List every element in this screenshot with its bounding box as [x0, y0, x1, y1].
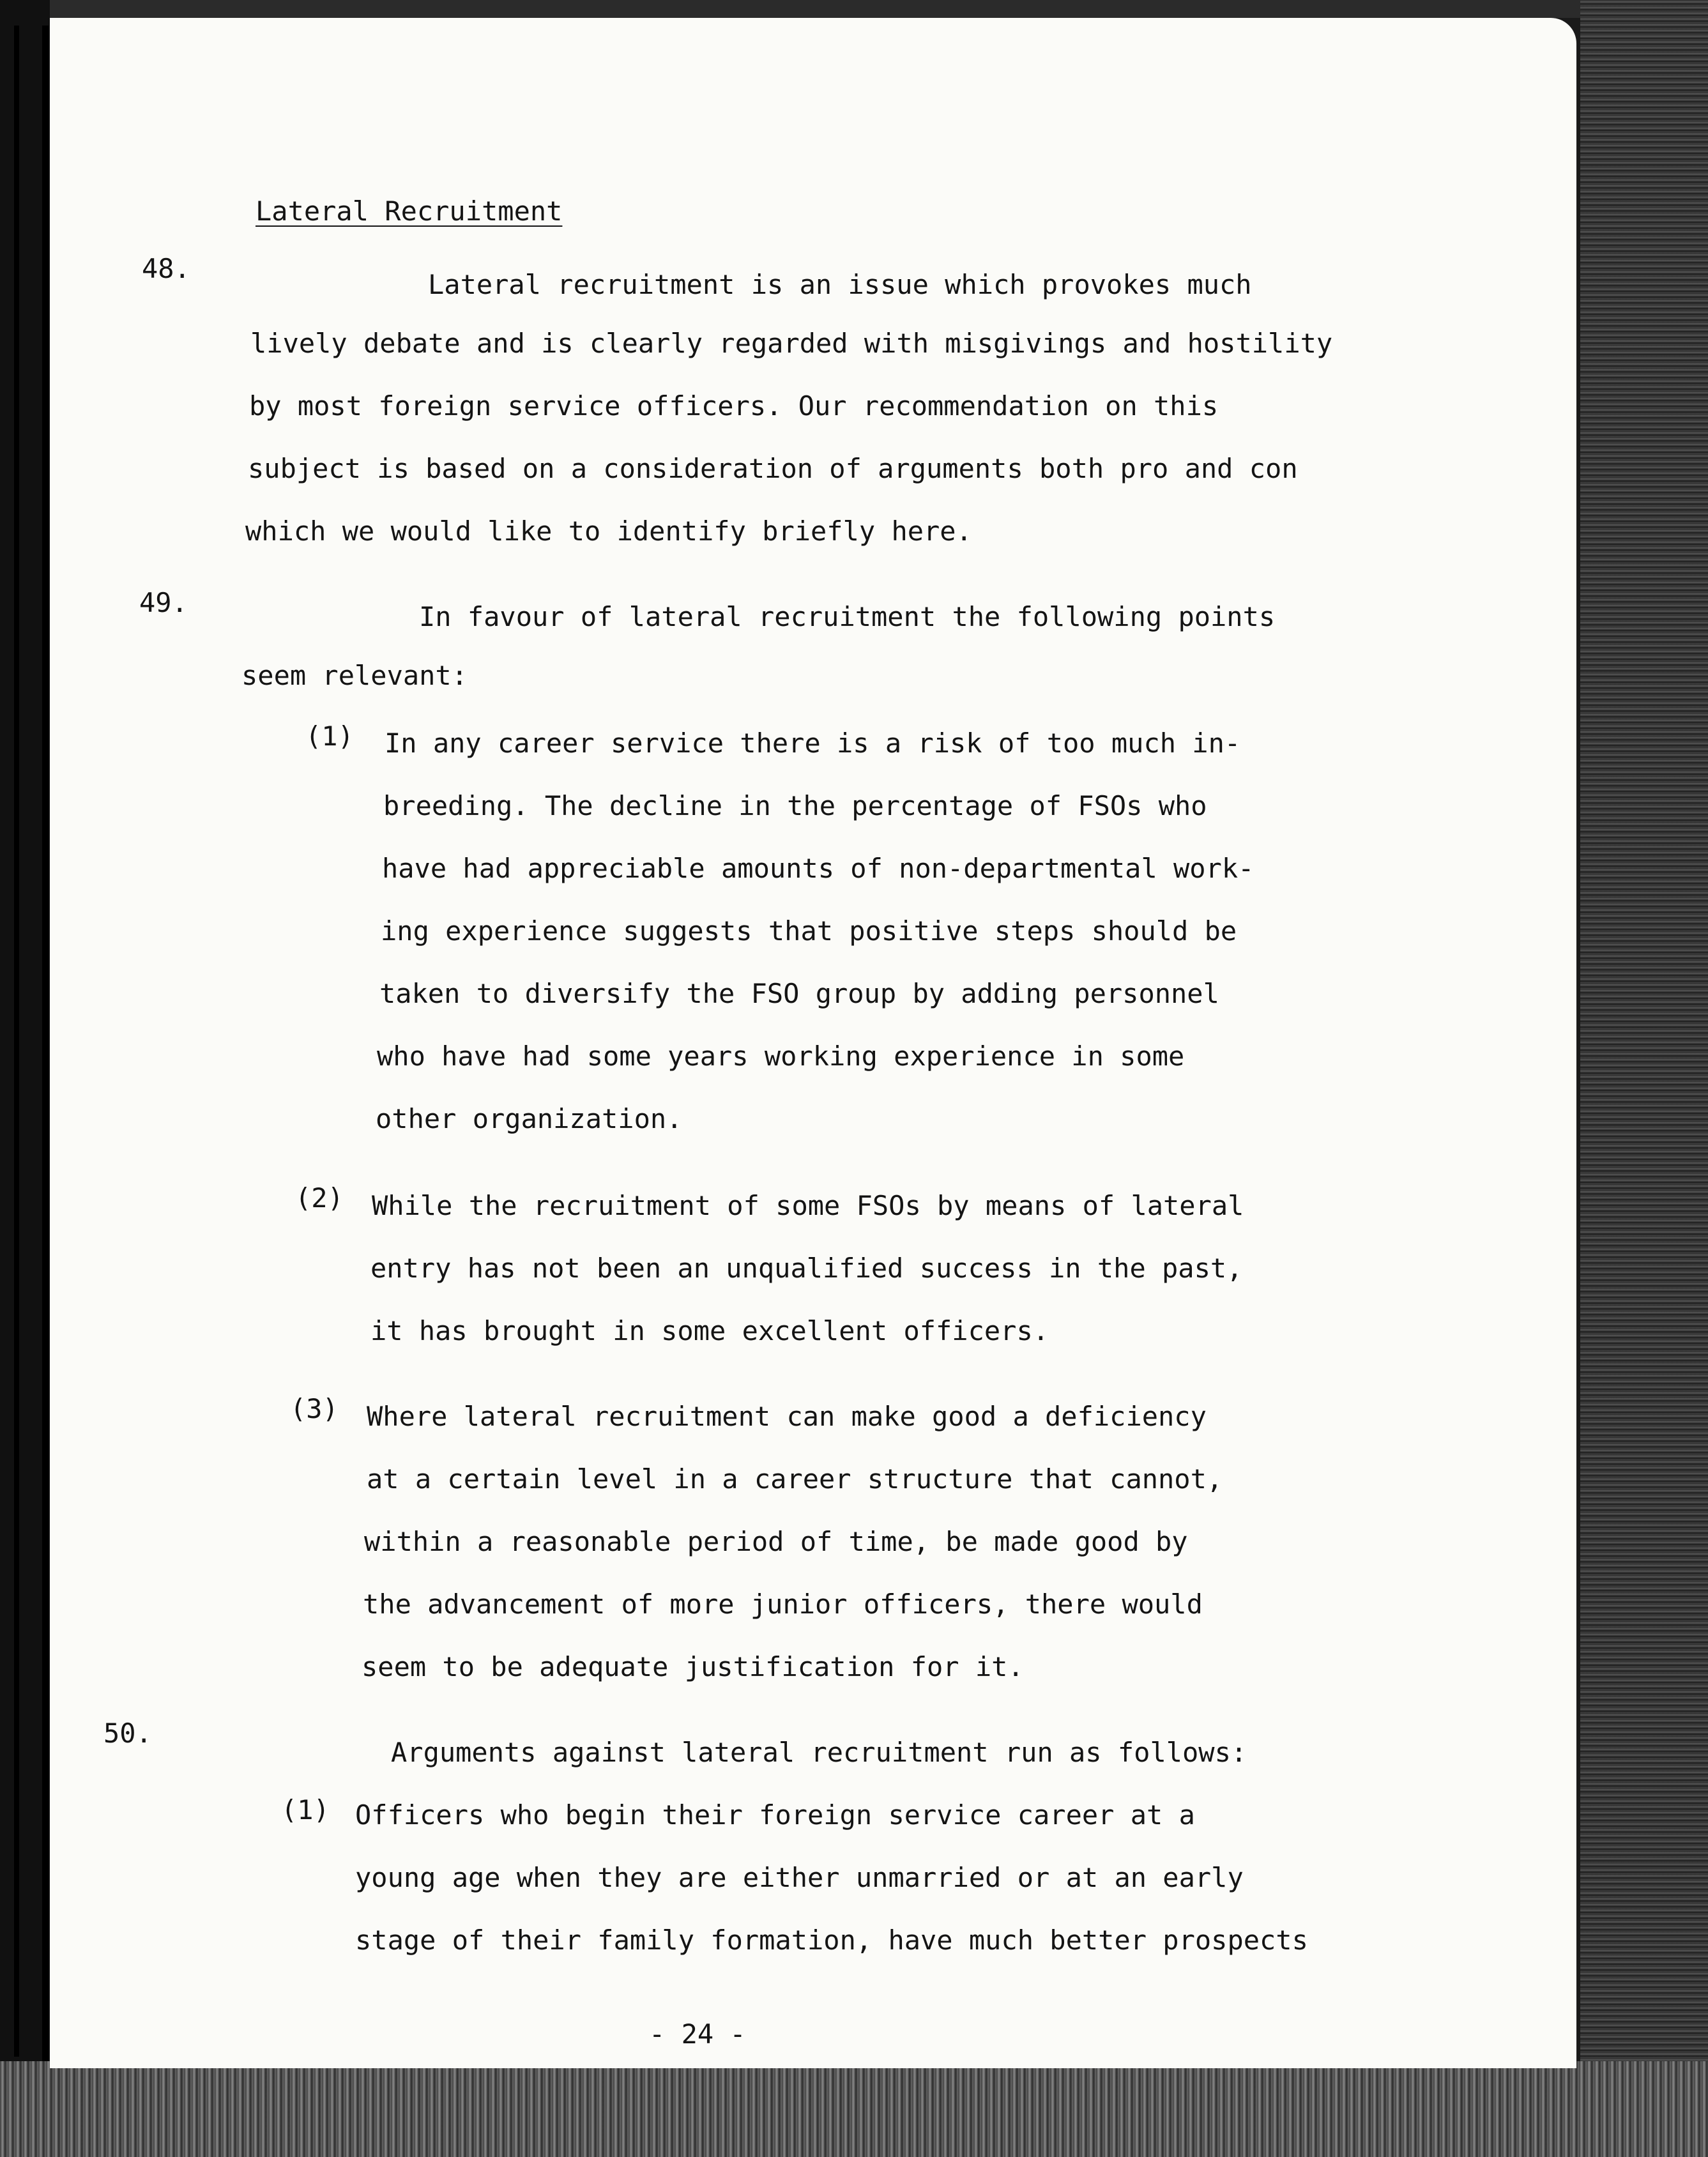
para49-line-2: seem relevant: — [241, 660, 468, 691]
item2-line-1: While the recruitment of some FSOs by means of lateral — [372, 1190, 1244, 1221]
item1-line-5: taken to diversify the FSO group by adding personnel — [379, 978, 1219, 1009]
item1-line-7: other organization. — [376, 1103, 683, 1134]
para48-line-4: subject is based on a consideration of arguments both pro and con — [248, 453, 1298, 484]
para48-line-5: which we would like to identify briefly here. — [245, 515, 972, 547]
item3-line-5: seem to be adequate justification for it. — [362, 1651, 1024, 1682]
item3-line-2: at a certain level in a career structure that cannot, — [367, 1463, 1223, 1495]
binding-line-inner — [42, 26, 49, 2069]
scan-right-edge — [1580, 0, 1708, 2157]
para48-line-3: by most foreign service officers. Our recommendation on this — [249, 390, 1219, 422]
paragraph-number-50: 50. — [103, 1718, 152, 1749]
item3-line-1: Where lateral recruitment can make good a deficiency — [367, 1401, 1207, 1432]
item3-line-3: within a reasonable period of time, be made good by — [364, 1526, 1188, 1557]
binding-line — [14, 26, 19, 2057]
item1-line-6: who have had some years working experience in some — [377, 1040, 1185, 1072]
item1-line-2: breeding. The decline in the percentage of FSOs who — [383, 790, 1207, 821]
para49-line-1: In favour of lateral recruitment the following points — [419, 601, 1276, 632]
item1-line-4: ing experience suggests that positive steps should be — [381, 915, 1237, 947]
paragraph-number-48: 48. — [142, 253, 190, 284]
item50-1-line-2: young age when they are either unmarried or at an early — [355, 1862, 1244, 1893]
item2-line-2: entry has not been an unqualified success in the past, — [370, 1253, 1243, 1284]
item50-1-line-1: Officers who begin their foreign service career at a — [355, 1799, 1195, 1831]
scan-bottom-edge — [0, 2061, 1708, 2157]
item50-1-line-3: stage of their family formation, have much better prospects — [355, 1925, 1308, 1956]
para48-line-2: lively debate and is clearly regarded with misgivings and hostility — [250, 328, 1333, 359]
list-marker: (1) — [281, 1794, 330, 1825]
item1-line-1: In any career service there is a risk of too much in- — [385, 728, 1241, 759]
para48-line-1: Lateral recruitment is an issue which provokes much — [428, 269, 1252, 300]
para50-line-1: Arguments against lateral recruitment run as follows: — [391, 1737, 1247, 1768]
item1-line-3: have had appreciable amounts of non-departmental work- — [382, 853, 1254, 884]
page-number: - 24 - — [649, 2018, 746, 2050]
list-marker: (2) — [295, 1182, 344, 1214]
item2-line-3: it has brought in some excellent officers. — [370, 1315, 1049, 1346]
paragraph-number-49: 49. — [139, 587, 188, 618]
scan-top-edge — [0, 0, 1708, 18]
section-heading: Lateral Recruitment — [255, 195, 563, 227]
list-marker: (1) — [305, 720, 354, 752]
list-marker: (3) — [290, 1393, 339, 1424]
item3-line-4: the advancement of more junior officers, there would — [363, 1589, 1203, 1620]
